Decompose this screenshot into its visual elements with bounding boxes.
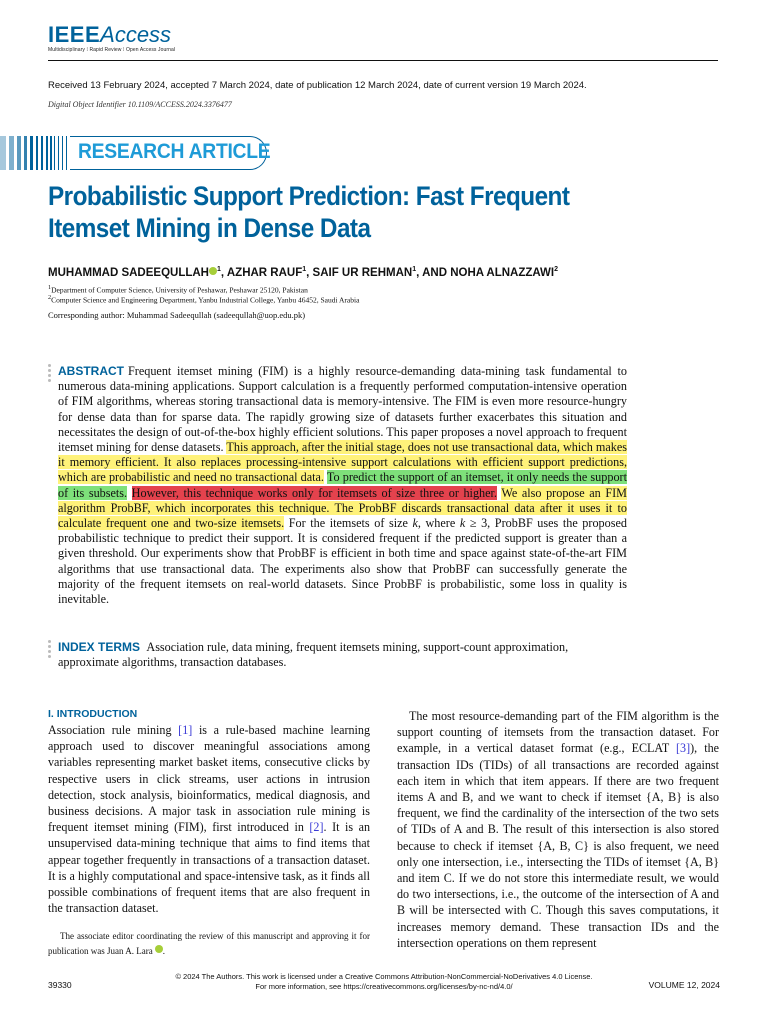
paragraph	[397, 708, 719, 951]
license-link[interactable]: For more information, see https://creativecommons.org/licenses/by-nc-nd/4.0/	[255, 982, 513, 991]
index-terms-label: INDEX TERMS	[58, 640, 141, 654]
author-name: , SAIF UR REHMAN	[306, 266, 413, 279]
research-article-banner	[0, 136, 270, 170]
author-name: , AND NOHA ALNAZZAWI	[416, 266, 555, 279]
highlight-green: To predict the support of an itemset, it only needs the support of its subsets.	[58, 470, 627, 500]
logo-ieee: IEEE	[48, 22, 101, 47]
banner-label: RESEARCH ARTICLE	[78, 140, 271, 163]
index-terms-text: Association rule, data mining, frequent itemsets mining, support-count approximation, approximate algorithms, transaction databases.	[58, 640, 569, 670]
affiliation-sup: 1	[48, 284, 52, 291]
footnote-text: The associate editor coordinating the review of this manuscript and approving it for publication was Juan A. Lara	[48, 931, 370, 956]
body-text: . It is an unsupervised data-mining technique that aims to find items that appear together frequently in transactions of a transaction dataset. It is a highly computational and space-intensive task, as it finds all possible combinations of frequent items that are also frequent in the transaction dataset.	[48, 820, 371, 916]
affiliation	[48, 294, 359, 305]
orcid-icon[interactable]	[209, 267, 217, 275]
author-affiliation-sup: 2	[554, 266, 559, 273]
logo-tagline: Multidisciplinary ⁞ Rapid Review ⁞ Open Access Journal	[48, 47, 176, 53]
abstract-marker-icon	[48, 364, 52, 384]
abstract-space	[127, 486, 132, 500]
editor-footnote: The associate editor coordinating the review of this manuscript and approving it for publication was Juan A. Lara .	[48, 931, 370, 956]
highlight-yellow: We also propose an FIM algorithm ProbBF, which incorporates this technique. The ProbBF discards transactional data after it uses it to calculate frequent one and two-size itemsets.	[58, 485, 627, 531]
affiliation	[48, 284, 308, 295]
body-text: Association rule mining	[48, 723, 179, 737]
orcid-icon[interactable]	[155, 945, 163, 953]
header-divider	[48, 60, 718, 61]
author-affiliation-sup: 1	[412, 266, 417, 273]
author-affiliation-sup: 1	[302, 266, 307, 273]
abstract-text: For the itemsets of size	[284, 516, 413, 531]
body-text: ), the transaction IDs (TIDs) of all transactions are recorded against each item in which that item appears. If there are two frequent items A and B, and we want to check if itemset {A, B} is also frequent, we find the cardinality of the intersection of the two sets of TIDs of A and B. The result of this intersection is also stored because to check if itemset {A, B, C} is also frequent, we need only one intersection, i.e., intersecting the TIDs of itemset {A, B} and item C. If we do not store this intermediate result, we would do two intersections, i.e., the outcome of the intersection of A and B will be intersected with C. Though this saves computations, it increases memory demand. These transaction IDs and the intersection operations on them represent	[397, 741, 719, 950]
paper-title	[48, 180, 688, 244]
page-number: 39330	[48, 980, 72, 990]
affiliation-sup: 2	[48, 294, 52, 301]
section-heading-introduction: I. INTRODUCTION	[48, 708, 138, 720]
author-name: MUHAMMAD SADEEQULLAH	[48, 266, 209, 279]
received-dates: Received 13 February 2024, accepted 7 March 2024, date of publication 12 March 2024, date of current version 19 March 2024.	[48, 80, 587, 91]
index-terms	[58, 640, 627, 670]
abstract-text: ≥ 3, ProbBF uses the proposed probabilistic technique to predict their support. It is considered frequent if the predicted support is greater than a given threshold. Our experiments show that ProbBF is efficient in both time and space against state-of-the-art FIM algorithms that use transactional data. The experiments also show that ProbBF can successfully generate the majority of the frequent itemsets on real-world datasets. Since ProbBF is probabilistic, some loss in quality is inevitable.	[58, 516, 627, 607]
citation-link[interactable]: [3]	[676, 741, 691, 756]
corresponding-author: Corresponding author: Muhammad Sadeequllah (sadeequllah@uop.edu.pk)	[48, 310, 306, 320]
volume-label: VOLUME 12, 2024	[648, 980, 720, 990]
body-text: The most resource-demanding part of the FIM algorithm is the support counting of itemsets from the transaction dataset. For example, in a vertical dataset format (e.g., ECLAT	[397, 709, 719, 756]
title-line-1: Probabilistic Support Prediction: Fast Frequent	[48, 181, 570, 211]
citation-link[interactable]: [1]	[178, 723, 193, 737]
abstract-text: Frequent itemset mining (FIM) is a highly resource-demanding data-mining task fundamental to numerous data-mining applications. Support calculation is a frequently performed computation-intensive operation of FIM algorithms, whereas storing transactional data is memory-intensive. The FIM is even more resource-hungry for dense data than for sparse data. The rapidly growing size of datasets further exacerbates this situation and necessitates the design of out-of-the-box highly efficient solutions. This paper proposes a novel approach to frequent itemset mining for dense datasets.	[58, 364, 627, 455]
author-list	[48, 266, 558, 279]
author-affiliation-sup: 1	[217, 266, 221, 273]
abstract-text: , where	[417, 516, 460, 531]
license-notice	[120, 972, 648, 992]
title-line-2: Itemset Mining in Dense Data	[48, 213, 371, 243]
author-name: , AZHAR RAUF	[220, 266, 303, 279]
affiliation-text: Computer Science and Engineering Department, Yanbu Industrial College, Yanbu 46452, Saudi Arabia	[51, 295, 360, 305]
citation-link[interactable]: [2]	[309, 820, 324, 835]
doi-line: Digital Object Identifier 10.1109/ACCESS.2024.3376477	[48, 100, 232, 109]
license-line: © 2024 The Authors. This work is licensed under a Creative Commons Attribution-NonCommercial-NoDerivatives 4.0 License.	[175, 972, 593, 981]
highlight-yellow: This approach, after the initial stage, does not use transactional data, which makes it memory efficient. It also replaces processing-intensive support calculations with efficient support predictions, which are probabilistic and need no transactional data.	[58, 440, 627, 485]
body-text: is a rule-based machine learning approach used to discover meaningful associations among variables representing market basket items, consecutive clicks by respective users in click streams, user actions in intrusion detection, stock analysis, bioinformatics, medical diagnosis, and business decisions. A major task in association rule mining is frequent itemset mining (FIM), first introduced in	[48, 723, 370, 835]
affiliation-text: Department of Computer Science, University of Peshawar, Peshawar 25120, Pakistan	[51, 285, 308, 295]
journal-logo	[48, 22, 175, 53]
body-column-right	[397, 708, 719, 951]
math-k: k	[459, 516, 466, 531]
abstract	[58, 364, 627, 607]
logo-access: Access	[100, 22, 172, 47]
abstract-label: ABSTRACT	[58, 364, 124, 378]
highlight-red: However, this technique works only for itemsets of size three or higher.	[131, 485, 497, 500]
math-k: k	[412, 516, 418, 531]
paragraph	[48, 722, 370, 916]
index-terms-marker-icon	[48, 640, 52, 660]
body-column-left	[48, 722, 370, 916]
